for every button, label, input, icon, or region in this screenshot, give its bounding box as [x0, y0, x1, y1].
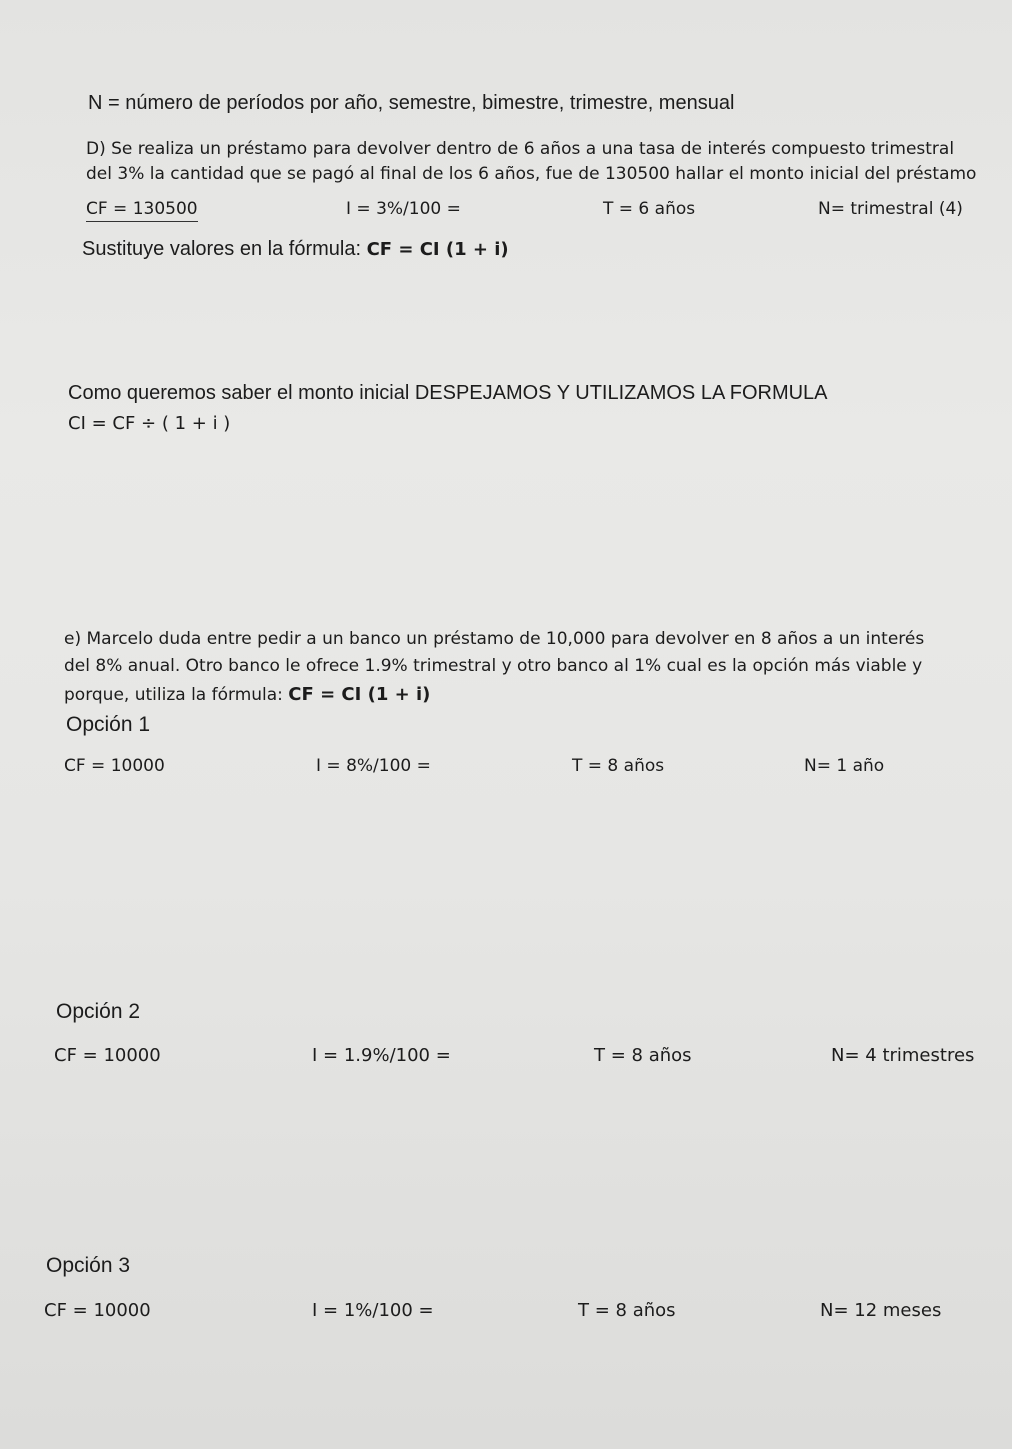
section-e-line-2: del 8% anual. Otro banco le ofrece 1.9% trimestral y otro banco al 1% cual es la opción más viable y: [64, 656, 923, 676]
d-n-value: N= trimestral (4): [818, 199, 963, 219]
option-1-t: T = 8 años: [572, 756, 665, 776]
option-3-title: Opción 3: [46, 1254, 131, 1277]
option-1-cf: CF = 10000: [64, 756, 165, 776]
option-3-values-row: [0, 1300, 1012, 1330]
option-3-n: N= 12 meses: [820, 1300, 942, 1321]
section-e-formula-label: porque, utiliza la fórmula:: [64, 685, 289, 705]
option-2-values-row: [0, 1045, 1012, 1075]
d-t-value: T = 6 años: [603, 199, 696, 219]
option-1-n: N= 1 año: [804, 756, 885, 776]
section-d-line-1: D) Se realiza un préstamo para devolver dentro de 6 años a una tasa de interés compuesto trimestral: [86, 139, 955, 159]
substitute-formula: CF = CI (1 + i): [366, 239, 509, 260]
option-2-title: Opción 2: [56, 1000, 141, 1023]
option-2-n: N= 4 trimestres: [831, 1045, 975, 1066]
d-i-value: I = 3%/100 =: [346, 199, 461, 219]
section-e-line-3: [64, 684, 430, 705]
section-d-values-row: [0, 199, 1012, 229]
despeje-line: Como queremos saber el monto inicial DESPEJAMOS Y UTILIZAMOS LA FORMULA: [68, 382, 828, 404]
option-3-cf: CF = 10000: [44, 1300, 151, 1321]
option-2-i: I = 1.9%/100 =: [312, 1045, 451, 1066]
option-3-t: T = 8 años: [578, 1300, 676, 1321]
despeje-formula: CI = CF ÷ ( 1 + i ): [68, 413, 231, 434]
option-1-i: I = 8%/100 =: [316, 756, 431, 776]
n-definition: N = número de períodos por año, semestre, bimestre, trimestre, mensual: [88, 92, 735, 114]
option-1-title: Opción 1: [66, 713, 151, 736]
substitute-line: [82, 238, 509, 261]
option-2-t: T = 8 años: [594, 1045, 692, 1066]
option-2-cf: CF = 10000: [54, 1045, 161, 1066]
section-e-formula: CF = CI (1 + i): [288, 684, 431, 705]
section-e-line-1: e) Marcelo duda entre pedir a un banco un préstamo de 10,000 para devolver en 8 años a un interés: [64, 629, 925, 649]
d-cf-value: CF = 130500: [86, 199, 198, 222]
section-d-line-2: del 3% la cantidad que se pagó al final de los 6 años, fue de 130500 hallar el monto inicial del préstamo: [86, 164, 977, 184]
option-3-i: I = 1%/100 =: [312, 1300, 434, 1321]
option-1-values-row: [0, 756, 1012, 786]
substitute-label: Sustituye valores en la fórmula:: [82, 238, 367, 260]
